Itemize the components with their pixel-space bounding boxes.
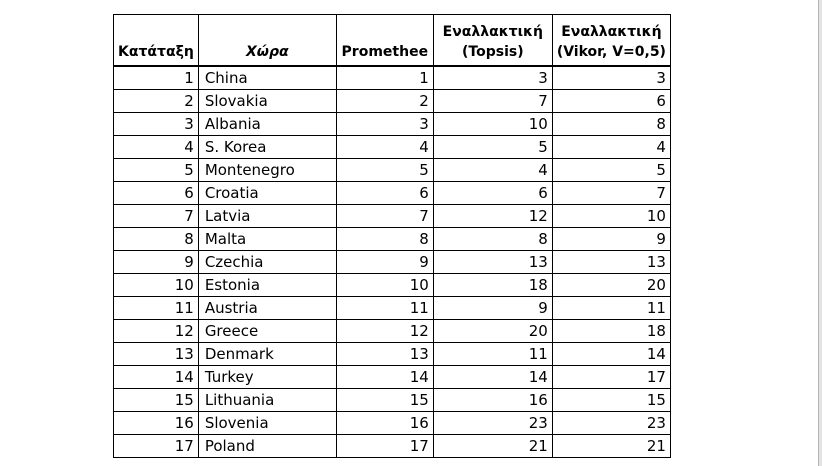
cell-country: Montenegro <box>198 159 336 182</box>
cell-rank: 10 <box>114 274 199 297</box>
cell-promethee: 8 <box>336 228 433 251</box>
cell-vikor: 7 <box>552 182 670 205</box>
table-row <box>114 343 671 366</box>
cell-vikor: 21 <box>552 435 670 458</box>
cell-topsis: 12 <box>433 205 552 228</box>
cell-topsis: 21 <box>433 435 552 458</box>
cell-promethee: 3 <box>336 113 433 136</box>
cell-rank: 8 <box>114 228 199 251</box>
cell-country: Albania <box>198 113 336 136</box>
header-topsis-line2: (Topsis) <box>462 44 524 60</box>
table-row <box>114 136 671 159</box>
cell-topsis: 18 <box>433 274 552 297</box>
cell-vikor: 13 <box>552 251 670 274</box>
cell-country: Czechia <box>198 251 336 274</box>
cell-rank: 16 <box>114 412 199 435</box>
cell-topsis: 23 <box>433 412 552 435</box>
cell-country: Slovakia <box>198 90 336 113</box>
table-row <box>114 389 671 412</box>
cell-rank: 13 <box>114 343 199 366</box>
cell-topsis: 11 <box>433 343 552 366</box>
table-row <box>114 274 671 297</box>
cell-vikor: 20 <box>552 274 670 297</box>
cell-rank: 6 <box>114 182 199 205</box>
cell-promethee: 13 <box>336 343 433 366</box>
cell-rank: 14 <box>114 366 199 389</box>
cell-vikor: 17 <box>552 366 670 389</box>
cell-rank: 7 <box>114 205 199 228</box>
cell-promethee: 2 <box>336 90 433 113</box>
header-promethee <box>336 15 433 67</box>
header-topsis <box>433 15 552 67</box>
table-row <box>114 113 671 136</box>
cell-vikor: 3 <box>552 66 670 90</box>
cell-country: Latvia <box>198 205 336 228</box>
cell-rank: 9 <box>114 251 199 274</box>
cell-rank: 2 <box>114 90 199 113</box>
cell-country: Croatia <box>198 182 336 205</box>
cell-country: Poland <box>198 435 336 458</box>
cell-promethee: 10 <box>336 274 433 297</box>
table-body <box>114 66 671 458</box>
header-vikor <box>552 15 670 67</box>
cell-promethee: 11 <box>336 297 433 320</box>
cell-country: Turkey <box>198 366 336 389</box>
cell-vikor: 15 <box>552 389 670 412</box>
header-topsis-line1: Εναλλακτική <box>442 24 543 40</box>
header-rank <box>114 15 199 67</box>
cell-promethee: 6 <box>336 182 433 205</box>
cell-rank: 17 <box>114 435 199 458</box>
cell-topsis: 7 <box>433 90 552 113</box>
cell-rank: 11 <box>114 297 199 320</box>
cell-vikor: 23 <box>552 412 670 435</box>
cell-country: Denmark <box>198 343 336 366</box>
cell-topsis: 6 <box>433 182 552 205</box>
table-row <box>114 297 671 320</box>
cell-rank: 12 <box>114 320 199 343</box>
cell-vikor: 5 <box>552 159 670 182</box>
header-rank-label: Κατάταξη <box>118 44 194 60</box>
table-row <box>114 366 671 389</box>
cell-topsis: 13 <box>433 251 552 274</box>
cell-vikor: 6 <box>552 90 670 113</box>
cell-promethee: 1 <box>336 66 433 90</box>
cell-country: Slovenia <box>198 412 336 435</box>
cell-country: Malta <box>198 228 336 251</box>
cell-promethee: 16 <box>336 412 433 435</box>
cell-promethee: 14 <box>336 366 433 389</box>
cell-topsis: 5 <box>433 136 552 159</box>
table-row <box>114 66 671 90</box>
cell-promethee: 5 <box>336 159 433 182</box>
cell-country: Greece <box>198 320 336 343</box>
cell-vikor: 14 <box>552 343 670 366</box>
cell-vikor: 9 <box>552 228 670 251</box>
table-row <box>114 320 671 343</box>
cell-topsis: 3 <box>433 66 552 90</box>
cell-rank: 15 <box>114 389 199 412</box>
cell-country: Lithuania <box>198 389 336 412</box>
header-vikor-line2: (Vikor, V=0,5) <box>556 44 666 60</box>
cell-topsis: 16 <box>433 389 552 412</box>
cell-topsis: 20 <box>433 320 552 343</box>
table-row <box>114 435 671 458</box>
cell-vikor: 18 <box>552 320 670 343</box>
cell-promethee: 9 <box>336 251 433 274</box>
cell-topsis: 14 <box>433 366 552 389</box>
table-row <box>114 90 671 113</box>
table-row <box>114 182 671 205</box>
cell-rank: 4 <box>114 136 199 159</box>
cell-rank: 1 <box>114 66 199 90</box>
cell-vikor: 10 <box>552 205 670 228</box>
cell-rank: 5 <box>114 159 199 182</box>
cell-rank: 3 <box>114 113 199 136</box>
cell-topsis: 9 <box>433 297 552 320</box>
table-row <box>114 412 671 435</box>
table-row <box>114 159 671 182</box>
cell-vikor: 4 <box>552 136 670 159</box>
ranking-table <box>113 14 671 458</box>
header-country <box>198 15 336 67</box>
cell-vikor: 8 <box>552 113 670 136</box>
header-country-label: Χώρα <box>246 44 289 60</box>
cell-topsis: 8 <box>433 228 552 251</box>
table-row <box>114 205 671 228</box>
header-promethee-label: Promethee <box>341 44 429 60</box>
cell-promethee: 4 <box>336 136 433 159</box>
table-row <box>114 251 671 274</box>
cell-promethee: 15 <box>336 389 433 412</box>
table-header <box>114 15 671 67</box>
cell-topsis: 4 <box>433 159 552 182</box>
cell-country: China <box>198 66 336 90</box>
cell-country: Estonia <box>198 274 336 297</box>
header-row <box>114 15 671 67</box>
table-row <box>114 228 671 251</box>
cell-topsis: 10 <box>433 113 552 136</box>
cell-country: S. Korea <box>198 136 336 159</box>
cell-vikor: 11 <box>552 297 670 320</box>
cell-promethee: 7 <box>336 205 433 228</box>
cell-promethee: 17 <box>336 435 433 458</box>
cell-promethee: 12 <box>336 320 433 343</box>
cell-country: Austria <box>198 297 336 320</box>
header-vikor-line1: Εναλλακτική <box>561 24 662 40</box>
